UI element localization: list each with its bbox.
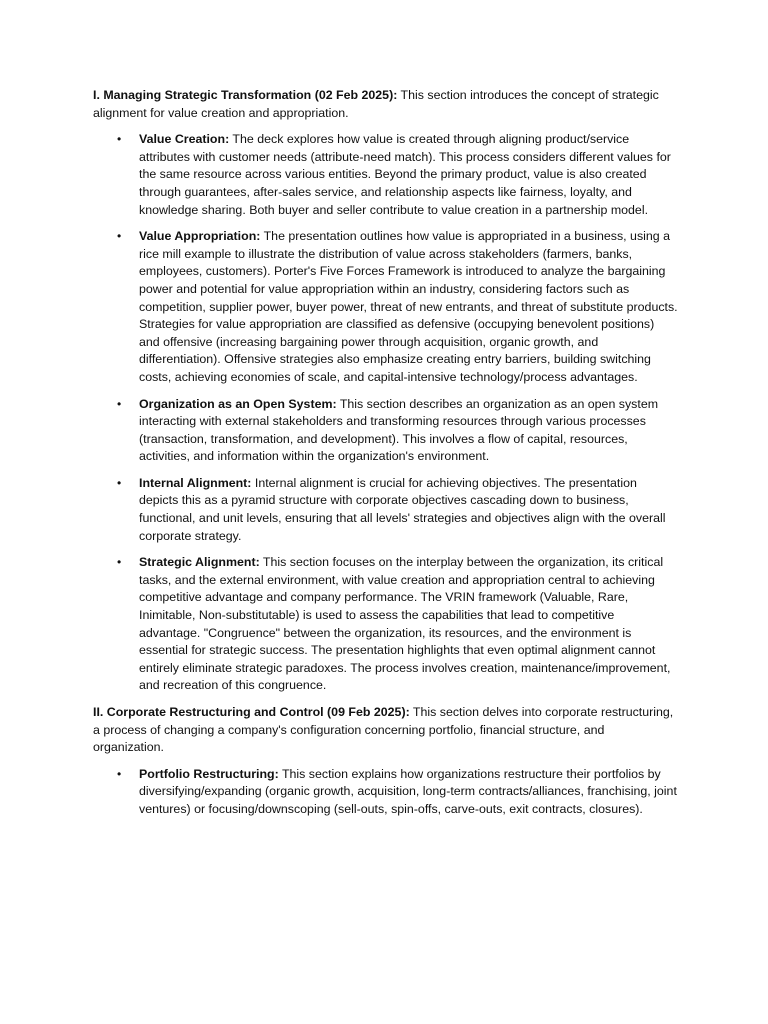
bullet-icon: • [117,766,122,781]
section-1-paragraph [93,87,678,122]
section-1-bullet-list [93,131,678,695]
list-item-text: This section describes an organization as an open system interacting with external stakeholders and transforming resources through various processes (transaction, transformation, and development). This involves a flow of capital, resources, activities, and information within the organization's environment. [139,396,659,464]
document-page [93,87,678,828]
section-2-bullet-list [93,766,678,819]
list-item-title: Value Appropriation: [139,229,261,244]
list-item [117,554,678,695]
list-item-title: Portfolio Restructuring: [139,766,279,781]
section-2-intro: This section delves into corporate restructuring, a process of changing a company's configuration concerning portfolio, financial structure, and organization. [93,705,674,755]
list-item-title: Internal Alignment: [139,475,252,490]
bullet-icon: • [117,229,122,244]
section-2-paragraph [93,704,678,757]
list-item-text: This section focuses on the interplay between the organization, its critical tasks, and the external environment, with value creation and appropriation central to achieving competitive advantage and company performance. The VRIN framework (Valuable, Rare, Inimitable, Non-substitutable) is used to assess the capabilities that lead to competitive advantage. "Congruence" between the organization, its resources, and the environment is essential for strategic success. The presentation highlights that even optimal alignment cannot entirely eliminate strategic paradoxes. The process involves creation, maintenance/improvement, and recreation of this congruence. [139,555,671,693]
list-item [117,228,678,386]
list-item-text: The presentation outlines how value is appropriated in a business, using a rice mill example to illustrate the distribution of value across stakeholders (farmers, banks, employees, customers). Porter's Five Forces Framework is introduced to analyze the bargaining power and potential for value appropriation within an industry, considering factors such as competition, supplier power, buyer power, threat of new entrants, and threat of substitute products. Strategies for value appropriation are classified as defensive (occupying benevolent positions) and offensive (increasing bargaining power through acquisition, organic growth, and differentiation). Offensive strategies also emphasize creating entry barriers, building switching costs, achieving economies of scale, and capital-intensive technology/process advantages. [139,229,678,384]
bullet-icon: • [117,475,122,490]
section-1-heading: I. Managing Strategic Transformation (02 Feb 2025): [93,88,398,102]
bullet-icon: • [117,132,122,147]
section-2-heading: II. Corporate Restructuring and Control (09 Feb 2025): [93,705,410,719]
bullet-icon: • [117,396,122,411]
bullet-icon: • [117,555,122,570]
list-item [117,131,678,219]
list-item-title: Value Creation: [139,132,230,147]
list-item-text: This section explains how organizations restructure their portfolios by diversifying/expanding (organic growth, acquisition, long-term contracts/alliances, franchising, joint ventures) or focusing/downscoping (sell-outs, spin-offs, carve-outs, exit contracts, closures). [139,766,677,816]
list-item [117,396,678,466]
list-item-text: Internal alignment is crucial for achieving objectives. The presentation depicts this as a pyramid structure with corporate objectives cascading down to business, functional, and unit levels, ensuring that all levels' strategies and objectives align with the overall corporate strategy. [139,475,666,543]
section-1-intro: This section introduces the concept of strategic alignment for value creation and appropriation. [93,88,659,120]
list-item-title: Strategic Alignment: [139,555,260,570]
list-item [117,475,678,545]
list-item-text: The deck explores how value is created through aligning product/service attributes with customer needs (attribute-need match). This process considers different values for the same resource across various entities. Beyond the primary product, value is also created through guarantees, after-sales service, and relationship aspects like fairness, loyalty, and knowledge sharing. Both buyer and seller contribute to value creation in a partnership model. [139,132,671,217]
list-item [117,766,678,819]
list-item-title: Organization as an Open System: [139,396,337,411]
